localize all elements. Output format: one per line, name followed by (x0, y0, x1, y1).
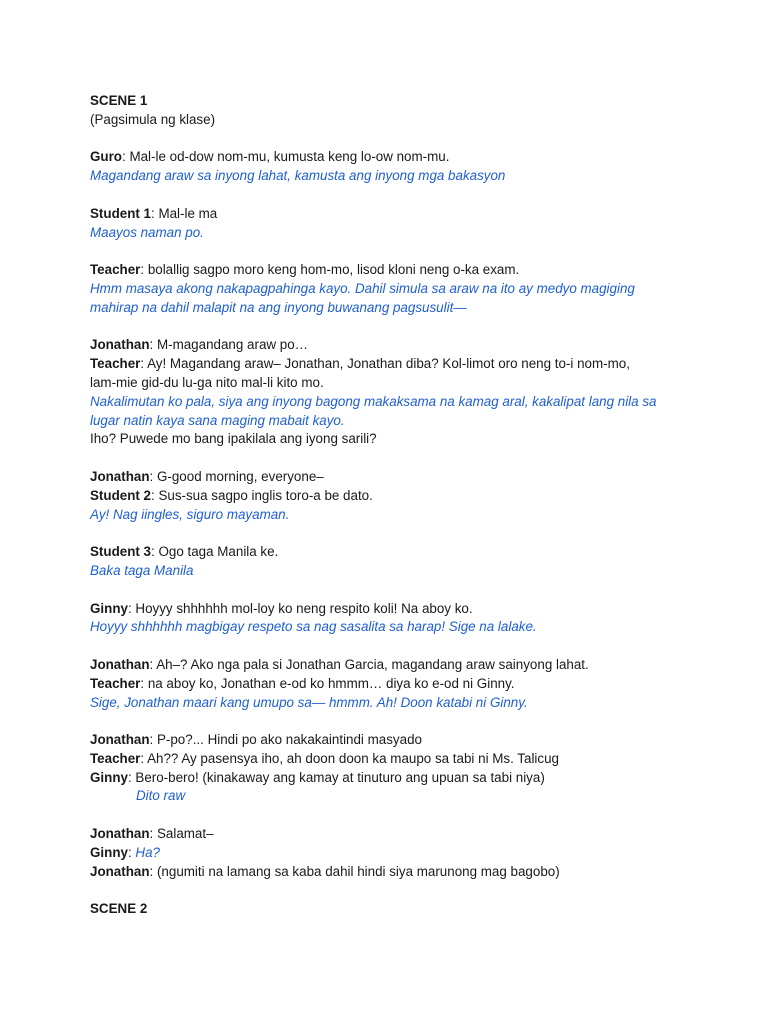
speaker-name: Jonathan (90, 732, 150, 748)
dialogue-line (90, 205, 690, 224)
speaker-name: Jonathan (90, 863, 150, 879)
script-body (90, 92, 690, 919)
speaker-name: Teacher (90, 675, 141, 691)
speaker-name: Teacher (90, 262, 141, 278)
translation-line: Sige, Jonathan maari kang umupo sa— hmmm. Ah! Doon katabi ni Ginny. (90, 694, 528, 710)
dialogue-line (90, 600, 690, 619)
dialogue-continuation: Iho? Puwede mo bang ipakilala ang iyong sarili? (90, 431, 377, 447)
dialogue-line (90, 844, 690, 863)
speaker-name: Jonathan (90, 337, 150, 353)
scene-heading: SCENE 1 (90, 93, 148, 108)
translation-line: lugar natin kaya sana maging mabait kayo. (90, 412, 345, 428)
translation-line: mahirap na dahil malapit na ang inyong buwanang pagsusulit— (90, 299, 467, 315)
translation-line: Hoyyy shhhhhh magbigay respeto sa nag sasalita sa harap! Sige na lalake. (90, 619, 537, 635)
speaker-name: Student 3 (90, 544, 152, 560)
translation-line: Maayos naman po. (90, 224, 204, 240)
speaker-name: Teacher (90, 356, 141, 372)
dialogue-line (90, 675, 690, 694)
dialogue-text: : Mal-le ma (151, 205, 218, 221)
dialogue-line (90, 355, 690, 374)
dialogue-line (90, 825, 690, 844)
dialogue-text: : Ah–? Ako nga pala si Jonathan Garcia, magandang araw sainyong lahat. (149, 656, 589, 672)
dialogue-text: : Ay! Magandang araw– Jonathan, Jonathan diba? Kol-limot oro neng to-i nom-mo, (140, 356, 630, 372)
speaker-name: Ginny (90, 844, 128, 860)
speaker-name: Ginny (90, 769, 128, 785)
dialogue-text: : M-magandang araw po… (149, 337, 309, 353)
dialogue-line (90, 336, 690, 355)
stage-direction: (Pagsimula ng klase) (90, 111, 216, 127)
dialogue-line (90, 731, 690, 750)
dialogue-text: : na aboy ko, Jonathan e-od ko hmmm… diya ko e-od ni Ginny. (140, 675, 515, 691)
translation-line: Hmm masaya akong nakapagpahinga kayo. Dahil simula sa araw na ito ay medyo magiging (90, 280, 635, 296)
dialogue-text: : G-good morning, everyone– (149, 468, 324, 484)
speaker-name: Guro (90, 149, 122, 165)
dialogue-line (90, 769, 690, 788)
dialogue-line (90, 863, 690, 882)
dialogue-line (90, 468, 690, 487)
dialogue-text: : Sus-sua sagpo inglis toro-a be dato. (151, 487, 373, 503)
dialogue-text: : P-po?... Hindi po ako nakakaintindi masyado (149, 732, 422, 748)
dialogue-text: : Bero-bero! (kinakaway ang kamay at tinuturo ang upuan sa tabi niya) (127, 769, 545, 785)
dialogue-text: : Salamat– (149, 826, 214, 842)
translation-line: Baka taga Manila (90, 562, 194, 578)
translation-line: Dito raw (136, 788, 186, 804)
translation-line: Ay! Nag iingles, siguro mayaman. (90, 506, 290, 522)
speaker-name: Jonathan (90, 468, 150, 484)
dialogue-text: : (ngumiti na lamang sa kaba dahil hindi siya marunong mag bagobo) (149, 863, 560, 879)
speaker-name: Jonathan (90, 826, 150, 842)
dialogue-text: : Hoyyy shhhhhh mol-loy ko neng respito koli! Na aboy ko. (127, 600, 473, 616)
speaker-name: Ginny (90, 600, 128, 616)
dialogue-continuation: lam-mie gid-du lu-ga nito mal-li kito mo. (90, 374, 324, 390)
dialogue-separator: : (127, 844, 136, 860)
translation-line: Magandang araw sa inyong lahat, kamusta ang inyong mga bakasyon (90, 168, 506, 184)
speaker-name: Student 2 (90, 487, 152, 503)
dialogue-line (90, 656, 690, 675)
scene-heading: SCENE 2 (90, 901, 148, 917)
translation-inline: Ha? (135, 844, 160, 860)
dialogue-text: : Ogo taga Manila ke. (151, 544, 279, 560)
dialogue-text: : Ah?? Ay pasensya iho, ah doon doon ka maupo sa tabi ni Ms. Talicug (140, 750, 559, 766)
dialogue-line (90, 750, 690, 769)
dialogue-line (90, 261, 690, 280)
translation-line: Nakalimutan ko pala, siya ang inyong bagong makaksama na kamag aral, kakalipat lang nila sa (90, 393, 657, 409)
speaker-name: Teacher (90, 750, 141, 766)
dialogue-text: : Mal-le od-dow nom-mu, kumusta keng lo-ow nom-mu. (122, 149, 450, 165)
dialogue-line (90, 487, 690, 506)
dialogue-text: : bolallig sagpo moro keng hom-mo, lisod kloni neng o-ka exam. (140, 262, 520, 278)
dialogue-line (90, 148, 690, 167)
speaker-name: Jonathan (90, 656, 150, 672)
speaker-name: Student 1 (90, 205, 152, 221)
dialogue-line (90, 543, 690, 562)
